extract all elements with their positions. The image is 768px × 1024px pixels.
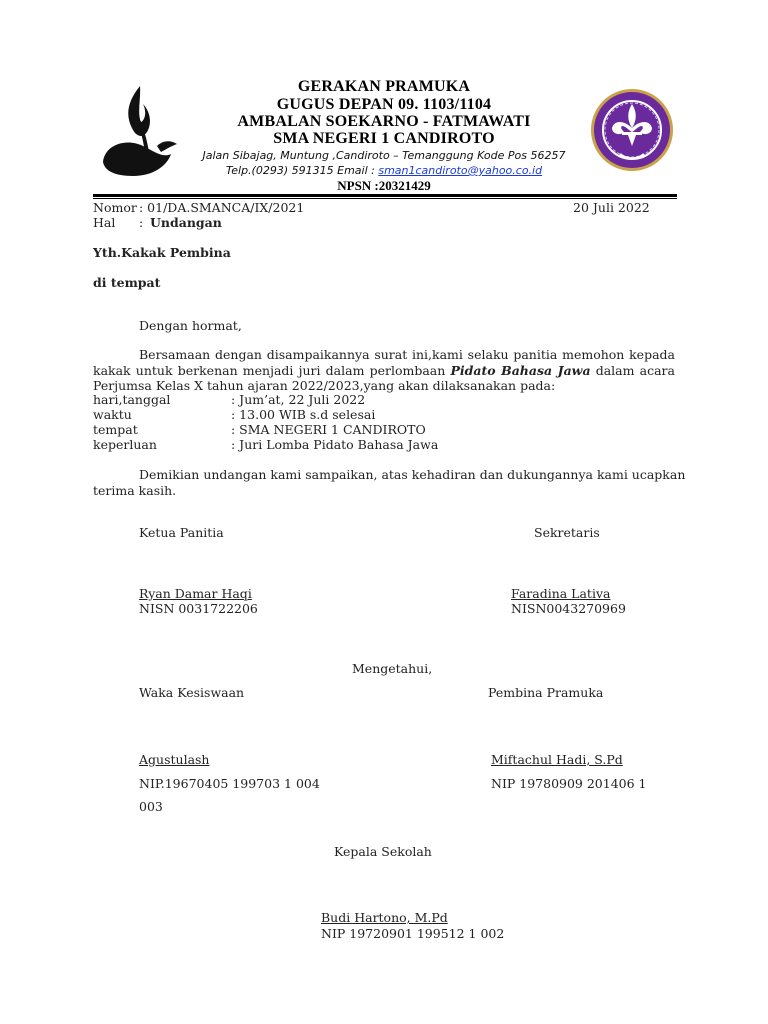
detail-value-hari: : Jum’at, 22 Juli 2022 <box>231 392 366 407</box>
nomor-value: : 01/DA.SMANCA/IX/2021 <box>139 200 305 215</box>
para1-line3: Perjumsa Kelas X tahun ajaran 2022/2023,yang akan dilaksanakan pada: <box>93 378 556 393</box>
kepsek-name: Budi Hartono, M.Pd <box>321 910 448 925</box>
hal-sep: : <box>139 215 144 230</box>
ketua-name: Ryan Damar Haqi <box>139 586 252 601</box>
mengetahui: Mengetahui, <box>352 661 433 676</box>
ketua-id: NISN 0031722206 <box>139 601 258 616</box>
school-name: SMA NEGERI 1 CANDIROTO <box>273 130 495 147</box>
event-name: Pidato Bahasa Jawa <box>450 363 591 378</box>
recipient-place: di tempat <box>93 275 161 290</box>
detail-label-hari: hari,tanggal <box>93 392 171 407</box>
hal-label: Hal <box>93 215 116 230</box>
header-divider <box>93 194 677 197</box>
closing-line2: terima kasih. <box>93 483 177 498</box>
pembina-name: Miftachul Hadi, S.Pd <box>491 752 623 767</box>
pembina-title: Pembina Pramuka <box>488 685 604 700</box>
letter-date: 20 Juli 2022 <box>573 200 650 215</box>
closing-line1: Demikian undangan kami sampaikan, atas kehadiran dan dukungannya kami ucapkan <box>139 467 686 482</box>
npsn: NPSN :20321429 <box>337 178 431 193</box>
gugus-depan: GUGUS DEPAN 09. 1103/1104 <box>276 96 492 113</box>
detail-label-keperluan: keperluan <box>93 437 157 452</box>
nomor-label: Nomor <box>93 200 137 215</box>
detail-label-tempat: tempat <box>93 422 138 437</box>
header-divider-thin <box>93 198 677 199</box>
waka-id: NIP.19670405 199703 1 004 <box>139 776 320 791</box>
detail-value-tempat: : SMA NEGERI 1 CANDIROTO <box>231 422 426 437</box>
address: Jalan Sibajag, Muntung ,Candiroto – Temanggung Kode Pos 56257 <box>202 149 566 162</box>
pembina-id-line2: 003 <box>139 799 163 814</box>
ambalan-name: AMBALAN SOEKARNO - FATMAWATI <box>237 113 531 130</box>
para1-line2-a: kakak untuk berkenan menjadi juri dalam perlombaan <box>93 363 451 378</box>
waka-name: Agustulash <box>139 752 210 767</box>
kepsek-title: Kepala Sekolah <box>334 844 432 859</box>
sekretaris-title: Sekretaris <box>534 525 600 540</box>
detail-value-keperluan: : Juri Lomba Pidato Bahasa Jawa <box>231 437 439 452</box>
contact-line <box>0 164 768 177</box>
para1-line1: Bersamaan dengan disampaikannya surat ini,kami selaku panitia memohon kepada <box>139 347 675 362</box>
greeting: Dengan hormat, <box>139 318 242 333</box>
detail-value-waktu: : 13.00 WIB s.d selesai <box>231 407 376 422</box>
pembina-id-line1: NIP 19780909 201406 1 <box>491 776 647 791</box>
sekretaris-id: NISN0043270969 <box>511 601 626 616</box>
para1-line2 <box>93 363 675 378</box>
recipient-name: Yth.Kakak Pembina <box>93 245 231 260</box>
detail-label-waktu: waktu <box>93 407 132 422</box>
email-link[interactable]: sman1candiroto@yahoo.co.id <box>378 164 543 177</box>
kepsek-id: NIP 19720901 199512 1 002 <box>321 926 505 941</box>
ketua-title: Ketua Panitia <box>139 525 224 540</box>
hal-value: Undangan <box>150 215 222 230</box>
sekretaris-name: Faradina Lativa <box>511 586 611 601</box>
org-name: GERAKAN PRAMUKA <box>297 78 471 95</box>
waka-title: Waka Kesiswaan <box>139 685 245 700</box>
phone-label: Telp.(0293) 591315 Email : <box>225 164 379 177</box>
para1-line2-c: dalam acara <box>590 363 675 378</box>
